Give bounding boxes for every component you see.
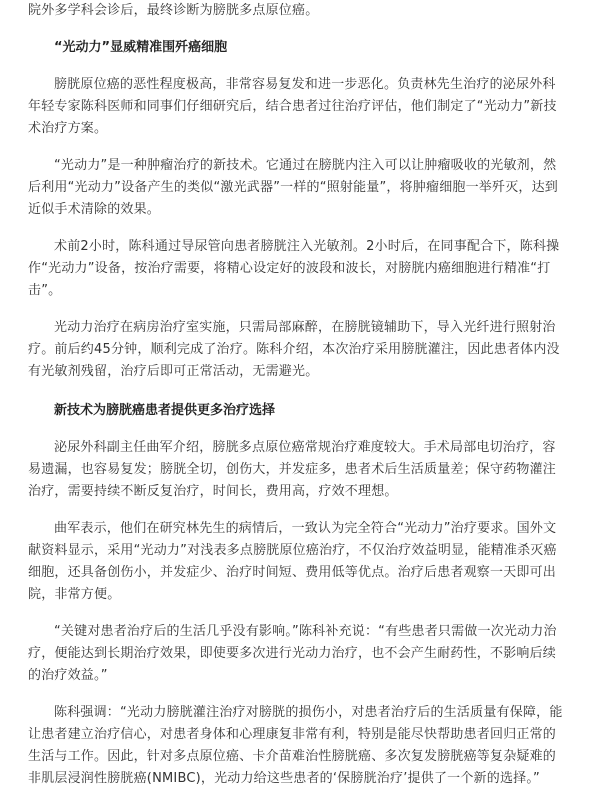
section-heading-new-technology: 新技术为膀胱癌患者提供更多治疗选择 bbox=[54, 403, 276, 418]
lead-line: 院外多学科会诊后，最终诊断为膀胱多点原位癌。 bbox=[28, 3, 319, 18]
paragraph-quote-quality-of-life: “关键对患者治疗后的生活几乎没有影响。”陈科补充说：“有些患者只需做一次光动力治疗，便能达到长期治疗效果，即使要多次进行光动力治疗，也不会产生耐药性，不影响后续的治疗效益。” bbox=[28, 624, 557, 683]
paragraph-treatment-result: 光动力治疗在病房治疗室实施，只需局部麻醉，在膀胱镜辅助下，导入光纤进行照射治疗。前后约45分钟，顺利完成了治疗。陈科介绍，本次治疗采用膀胱灌注，因此患者体内没有光敏剂残留，治疗后即可正常活动，无需避光。 bbox=[28, 320, 560, 379]
paragraph-procedure: 术前2小时，陈科通过导尿管向患者膀胱注入光敏剂。2小时后，在同事配合下，陈科操作“光动力”设备，按治疗需要，将精心设定好的波段和波长，对膀胱内癌细胞进行精准“打击”。 bbox=[28, 239, 560, 298]
paragraph-photodynamic-explained: “光动力”是一种肿瘤治疗的新技术。它通过在膀胱内注入可以让肿瘤吸收的光敏剂，然后利用“光动力”设备产生的类似“激光武器”一样的“照射能量”，将肿瘤细胞一举歼灭，达到近似手术清除的效果。 bbox=[28, 158, 559, 217]
paragraph-bladder-cancer-intro: 膀胱原位癌的恶性程度极高，非常容易复发和进一步恶化。负责林先生治疗的泌尿外科年轻专家陈科医师和同事们仔细研究后，结合患者过往治疗评估，他们制定了“光动力”新技术治疗方案。 bbox=[28, 77, 557, 136]
section-heading-photodynamic: “光动力”显威精准围歼癌细胞 bbox=[54, 40, 228, 55]
article-body bbox=[28, 0, 566, 790]
paragraph-quote-new-option: 陈科强调：“光动力膀胱灌注治疗对膀胱的损伤小，对患者治疗后的生活质量有保障，能让患者建立治疗信心，对患者身体和心理康复非常有利，特别是能尽快帮助患者回归正常的生活与工作。因此，针对多点原位癌、卡介苗难治性膀胱癌、多次复发膀胱癌等复杂疑难的非肌层浸润性膀胱癌(NMIBC)，光动力给这些患者的‘保膀胱治疗’提供了一个新的选择。” bbox=[28, 705, 563, 786]
paragraph-expert-assessment: 曲军表示，他们在研究林先生的病情后，一致认为完全符合“光动力”治疗要求。国外文献资料显示，采用“光动力”对浅表多点膀胱原位癌治疗，不仅治疗效益明显，能精准杀灭癌细胞，还具备创伤小，并发症少、治疗时间短、费用低等优点。治疗后患者观察一天即可出院，非常方便。 bbox=[28, 521, 557, 602]
paragraph-conventional-treatment: 泌尿外科副主任曲军介绍，膀胱多点原位癌常规治疗难度较大。手术局部电切治疗，容易遗漏，也容易复发；膀胱全切，创伤大，并发症多，患者术后生活质量差；保守药物灌注治疗，需要持续不断反复治疗，时间长，费用高，疗效不理想。 bbox=[28, 440, 557, 499]
